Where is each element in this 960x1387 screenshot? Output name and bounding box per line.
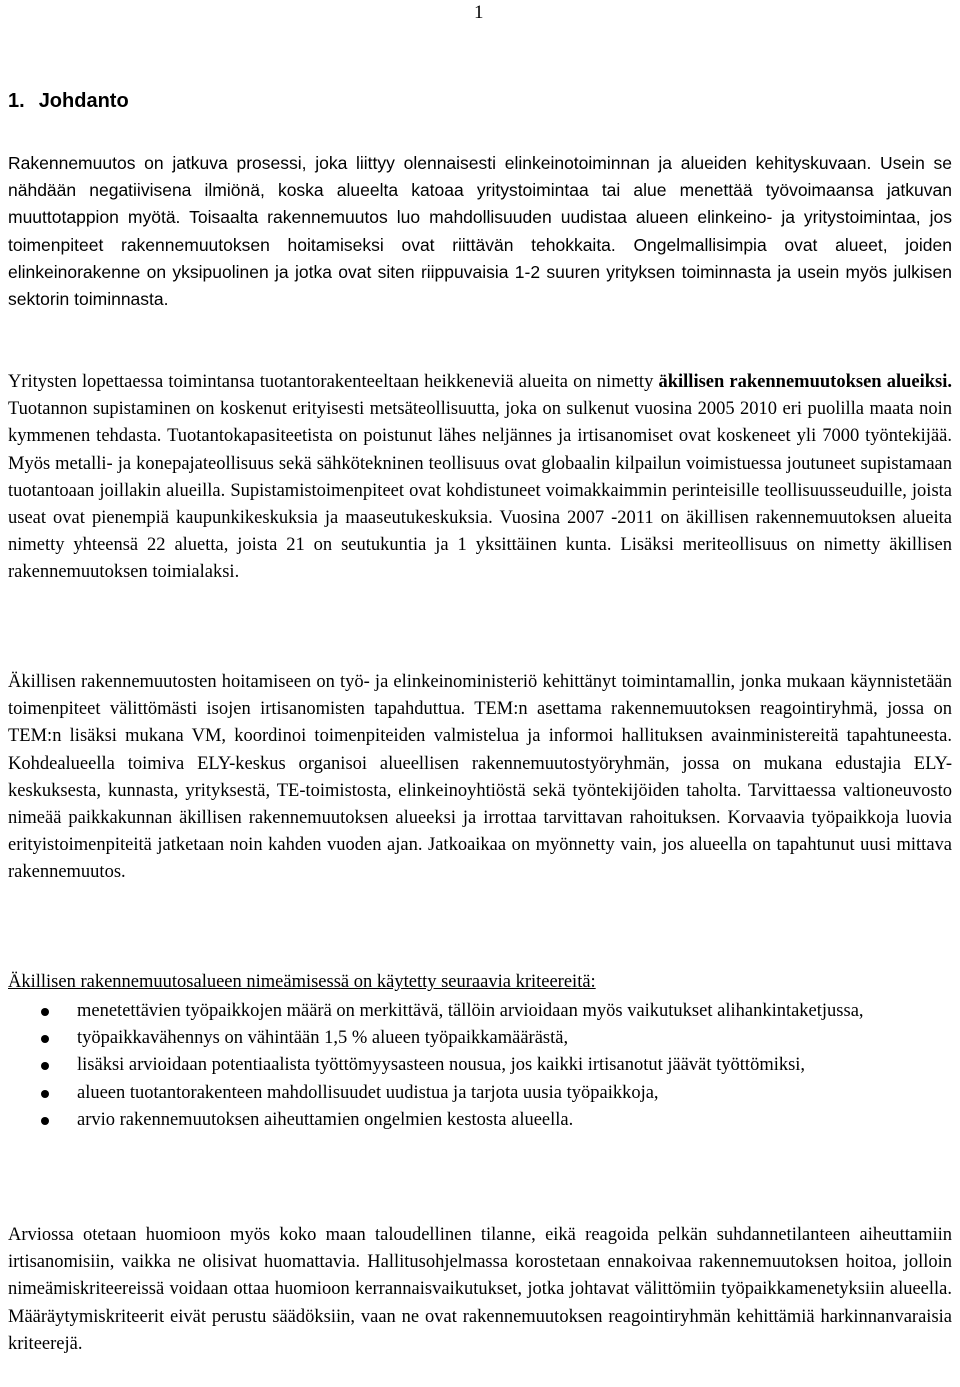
list-item-text: työpaikkavähennys on vähintään 1,5 % alueen työpaikkamäärästä, <box>77 1028 569 1049</box>
section-heading <box>8 90 129 113</box>
paragraph-model: Äkillisen rakennemuutosten hoitamiseen on työ- ja elinkeinoministeriö kehittänyt toimintamallin, jonka mukaan käynnistetään toimenpiteet välittömästi isojen irtisanomisten tapahduttua. TEM:n asettama rakennemuutoksen reagointiryhmä, jossa on TEM:n lisäksi mukana VM, koordinoi toimenpiteiden valmistelua ja informoi hallituksen avainministereitä tapahtuneesta. Kohdealueella toimiva ELY-keskus organisoi alueellisen rakennemuutostyöryhmän, jossa on mukana edustajia ELY-keskuksesta, kunnasta, yrityksestä, TE-toimistosta, elinkeinoyhtiöstä sekä työntekijöiden taholta. Tarvittaessa valtioneuvosto nimeää paikkakunnan äkillisen rakennemuutoksen alueeksi ja irrottaa tarvittavan rahoituksen. Korvaavia työpaikkoja luovia erityistoimenpiteitä jatketaan noin kahden vuoden ajan. Jatkoaikaa on myönnetty vain, jos alueella on tapahtunut uusi mittava rakennemuutos. <box>8 672 952 883</box>
bullet-icon <box>41 1062 49 1070</box>
bullet-icon <box>41 1090 49 1098</box>
criteria-heading: Äkillisen rakennemuutosalueen nimeämisessä on käytetty seuraavia kriteereitä: <box>8 972 596 992</box>
list-item <box>8 998 952 1025</box>
list-item <box>8 1107 952 1134</box>
paragraph-assessment: Arviossa otetaan huomioon myös koko maan taloudellinen tilanne, eikä reagoida pelkän suhdannetilanteen aiheuttamiin irtisanomisiin, vaikka ne olisivat huomattavia. Hallitusohjelmassa korostetaan ennakoivaa rakennemuutoksen hoitoa, jolloin nimeämiskriteereissä voidaan ottaa huomioon kerrannaisvaikutukset, jotka johtavat välittömiin työpaikkamenetyksiin alueella. Määräytymiskriteerit eivät perustu säädöksiin, vaan ne ovat rakennemuutoksen reagointiryhmän kehittämiä harkinnanvaraisia kriteerejä. <box>8 1225 952 1354</box>
page-number: 1 <box>474 2 484 23</box>
paragraph-industry-rest: Tuotannon supistaminen on koskenut erityisesti metsäteollisuutta, joka on sulkenut vuosina 2005 2010 eri puolilla maata noin kymmenen tehdasta. Tuotantokapasiteetista on poistunut lähes neljännes ja irtisanomiset ovat koskeneet yli 7000 työntekijää. Myös metalli- ja konepajateollisuus sekä sähkötekninen teollisuus ovat globaalin kilpailun voimistuessa joutuneet supistamaan tuotantoaan joillakin alueilla. Supistamistoimenpiteet ovat kohdistuneet voimakkaimmin perinteisille teollisuusseuduille, joista useat ovat pienempiä kaupunkikeskuksia ja maaseutukeskuksia. Vuosina 2007 -2011 on äkillisen rakennemuutoksen alueita nimetty yhteensä 22 aluetta, joista 21 on seutukuntia ja 1 yksittäinen kunta. Lisäksi meriteollisuus on nimetty äkillisen rakennemuutoksen toimialaksi. <box>8 399 952 583</box>
bullet-icon <box>41 1008 49 1016</box>
paragraph-intro <box>8 150 952 313</box>
bullet-icon <box>41 1035 49 1043</box>
paragraph-industry-bold: äkillisen rakennemuutoksen alueiksi. <box>658 372 953 392</box>
section-title: Johdanto <box>38 90 129 112</box>
paragraph-industry-lead: Yritysten lopettaessa toimintansa tuotantorakenteeltaan heikkeneviä alueita on nimetty <box>8 372 659 392</box>
paragraph-intro-text: Rakennemuutos on jatkuva prosessi, joka liittyy olennaisesti elinkeinotoiminnan ja alueiden kehityskuvaan. Usein se nähdään negatiivisena ilmiönä, koska alueelta katoaa yritystoimintaa tai alue menettää työvoimaansa jatkuvan muuttotappion myötä. Toisaalta rakennemuutos luo mahdollisuuden uudistaa alueen elinkeino- ja yritystoimintaa, jos toimenpiteet rakennemuutoksen hoitamiseksi ovat riittävän tehokkaita. Ongelmallisimpia ovat alueet, joiden elinkeinorakenne on yksipuolinen ja jotka ovat siten riippuvaisia 1-2 suuren yrityksen toiminnasta ja usein myös julkisen sektorin toiminnasta. <box>8 153 952 310</box>
list-item-text: lisäksi arvioidaan potentiaalista työttömyysasteen nousua, jos kaikki irtisanotut jäävät työttömiksi, <box>77 1055 806 1076</box>
list-item-text: arvio rakennemuutoksen aiheuttamien ongelmien kestosta alueella. <box>77 1109 574 1130</box>
list-item-text: menetettävien työpaikkojen määrä on merkittävä, tällöin arvioidaan myös vaikutukset alihankintaketjussa, <box>77 1001 864 1021</box>
list-item <box>8 1025 952 1052</box>
list-item <box>8 1080 952 1107</box>
paragraph-industry <box>8 369 952 587</box>
section-number: 1. <box>8 90 25 112</box>
list-item-text: alueen tuotantorakenteen mahdollisuudet uudistua ja tarjota uusia työpaikkoja, <box>77 1082 659 1103</box>
list-item <box>8 1052 952 1079</box>
criteria-list <box>8 998 952 1134</box>
bullet-icon <box>41 1117 49 1125</box>
